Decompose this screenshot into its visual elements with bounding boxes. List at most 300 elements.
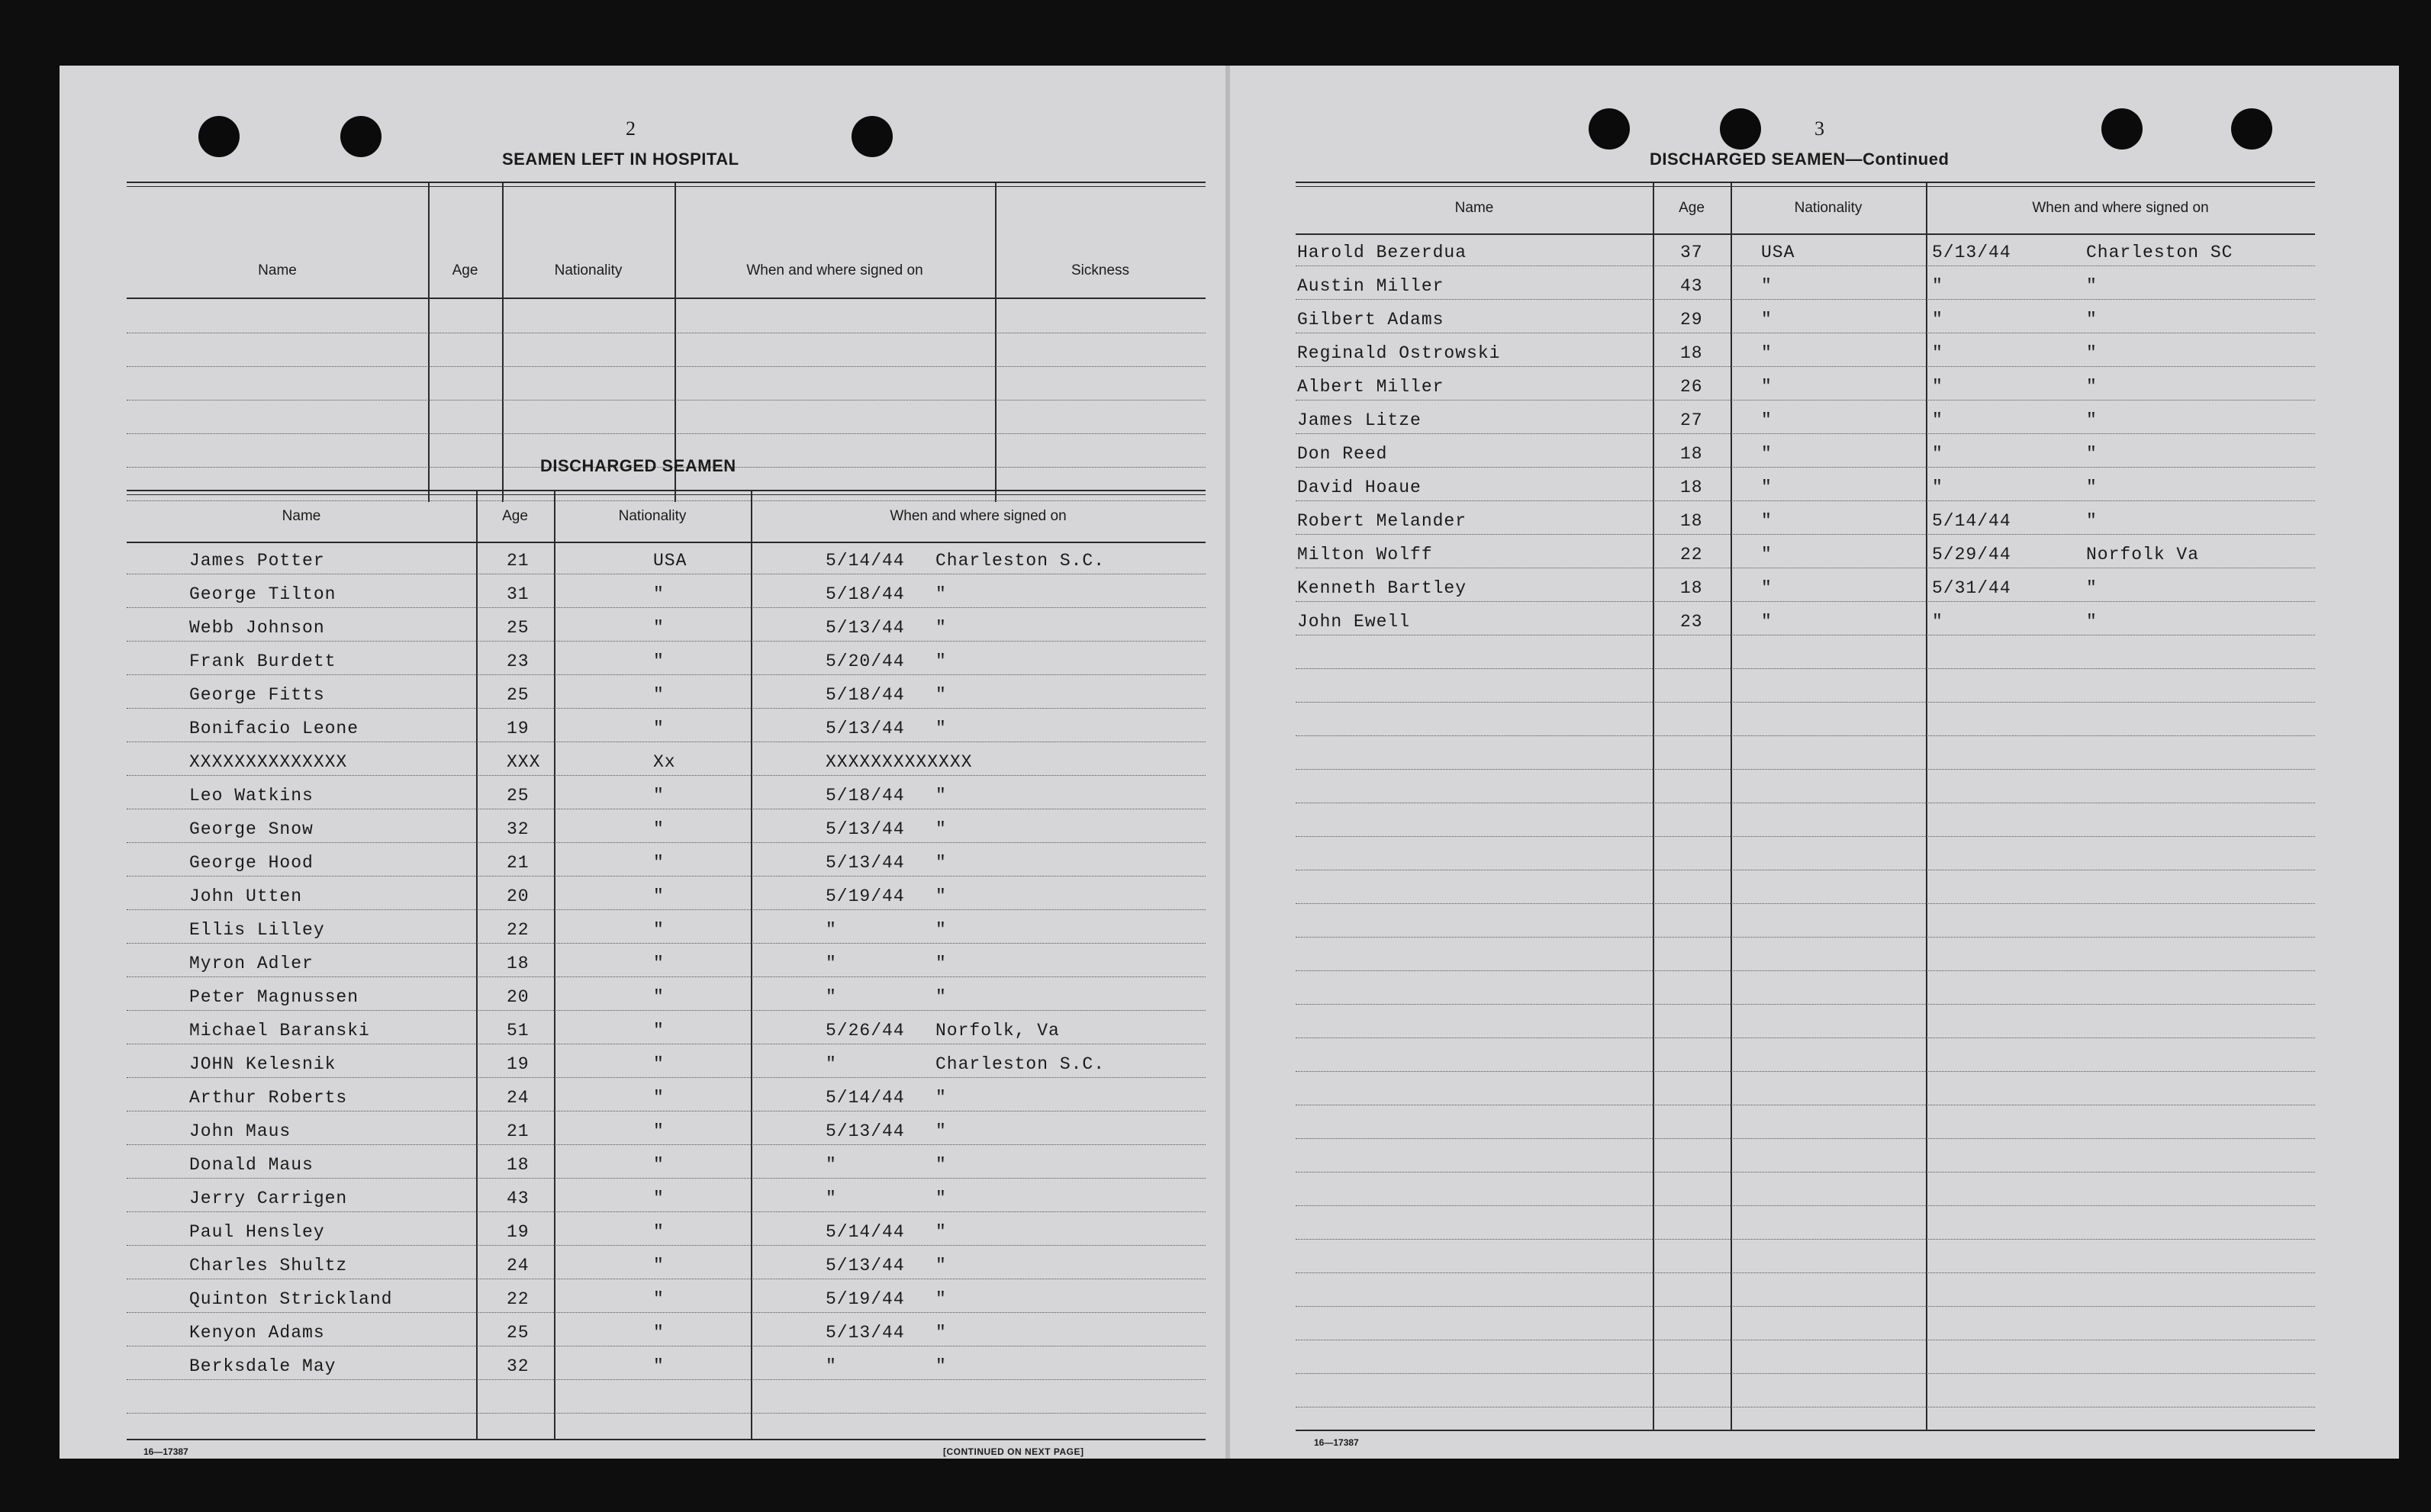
- column-header-nationality: Nationality: [554, 262, 623, 278]
- cell-name: Peter Magnussen: [189, 987, 359, 1007]
- cell-age: 27: [1680, 410, 1703, 430]
- row-rule: [1296, 769, 2315, 770]
- table-row: [127, 1146, 1206, 1179]
- row-rule: [1296, 903, 2315, 904]
- cell-age: 20: [507, 987, 530, 1007]
- cell-name: Myron Adler: [189, 954, 314, 973]
- table-row: [1296, 435, 2315, 468]
- cell-age: 32: [507, 1356, 530, 1376]
- cell-name: George Snow: [189, 819, 314, 839]
- row-rule: [1296, 970, 2315, 971]
- cell-name: Charles Shultz: [189, 1256, 348, 1276]
- row-rule: [1296, 534, 2315, 535]
- cell-place: ": [935, 1256, 947, 1276]
- table-row: [127, 1247, 1206, 1280]
- cell-date: ": [1932, 310, 1943, 330]
- cell-date: 5/14/44: [826, 1088, 905, 1108]
- cell-place: ": [935, 685, 947, 705]
- discharged-continued-table: [1296, 182, 2315, 1430]
- punch-hole: [2231, 108, 2272, 150]
- table-row: [127, 609, 1206, 642]
- hospital-table: [127, 182, 1206, 502]
- cell-age: 19: [507, 1222, 530, 1242]
- cell-name: Harold Bezerdua: [1297, 243, 1467, 262]
- cell-place: Charleston SC: [2086, 243, 2233, 262]
- cell-date: 5/14/44: [826, 1222, 905, 1242]
- cell-date: ": [1932, 343, 1943, 363]
- row-rule: [1296, 467, 2315, 468]
- cell-date: ": [1932, 612, 1943, 632]
- cell-place: Norfolk, Va: [935, 1021, 1060, 1041]
- cell-nationality: USA: [1761, 243, 1795, 262]
- cell-name: Kenneth Bartley: [1297, 578, 1467, 598]
- table-row: [127, 877, 1206, 911]
- cell-place: ": [935, 1356, 947, 1376]
- cell-place: ": [2086, 444, 2098, 464]
- cell-age: 18: [1680, 511, 1703, 531]
- cell-place: ": [2086, 310, 2098, 330]
- cell-place: ": [2086, 343, 2098, 363]
- cell-date: 5/18/44: [826, 584, 905, 604]
- column-header-signed-on: When and where signed on: [746, 262, 923, 278]
- column-header-nationality: Nationality: [1794, 200, 1863, 216]
- row-rule: [127, 909, 1206, 910]
- cell-nationality: ": [653, 1356, 665, 1376]
- cell-nationality: ": [1761, 578, 1773, 598]
- cell-name: Bonifacio Leone: [189, 719, 359, 738]
- row-rule: [127, 641, 1206, 642]
- cell-place: ": [935, 719, 947, 738]
- cell-age: 22: [1680, 545, 1703, 565]
- cell-age: 19: [507, 719, 530, 738]
- left-page: [60, 66, 1225, 1459]
- table-rule: [1296, 182, 2315, 183]
- cell-place: Charleston S.C.: [935, 1054, 1106, 1074]
- row-rule: [1296, 500, 2315, 501]
- column-header-name: Name: [1454, 200, 1494, 216]
- cell-age: 20: [507, 886, 530, 906]
- cell-place: ": [935, 1289, 947, 1309]
- column-header-age: Age: [1679, 200, 1705, 216]
- cell-nationality: ": [653, 618, 665, 638]
- cell-date: 5/13/44: [826, 819, 905, 839]
- cell-name: David Hoaue: [1297, 478, 1422, 497]
- row-rule: [127, 1379, 1206, 1380]
- row-rule: [1296, 1172, 2315, 1173]
- cell-age: 18: [507, 1155, 530, 1175]
- cell-date: ": [826, 1054, 837, 1074]
- cell-nationality: ": [653, 719, 665, 738]
- row-rule: [127, 1413, 1206, 1414]
- row-rule: [127, 1010, 1206, 1011]
- cell-age: 18: [507, 954, 530, 973]
- row-rule: [1296, 1272, 2315, 1273]
- table-row: [1296, 301, 2315, 334]
- cell-place: ": [2086, 478, 2098, 497]
- cell-place: ": [935, 1189, 947, 1208]
- cell-age: 51: [507, 1021, 530, 1041]
- cell-age: 18: [1680, 578, 1703, 598]
- cell-name: Ellis Lilley: [189, 920, 325, 940]
- cell-age: 31: [507, 584, 530, 604]
- row-rule: [127, 943, 1206, 944]
- cell-age: 25: [507, 1323, 530, 1343]
- cell-place: ": [2086, 511, 2098, 531]
- column-divider: [995, 182, 997, 502]
- cell-place: ": [935, 920, 947, 940]
- cell-place: ": [935, 786, 947, 806]
- cell-name: Paul Hensley: [189, 1222, 325, 1242]
- table-row: [1296, 569, 2315, 603]
- cell-date: 5/31/44: [1932, 578, 2011, 598]
- row-rule: [127, 607, 1206, 608]
- row-rule: [127, 1312, 1206, 1313]
- column-divider: [428, 182, 430, 502]
- cell-date: 5/13/44: [826, 618, 905, 638]
- cell-place: ": [935, 819, 947, 839]
- cell-date: 5/14/44: [1932, 511, 2011, 531]
- cell-nationality: ": [653, 651, 665, 671]
- table-row: [127, 1280, 1206, 1314]
- column-header-age: Age: [452, 262, 478, 278]
- table-rule: [127, 182, 1206, 183]
- row-rule: [127, 775, 1206, 776]
- cell-place: ": [935, 618, 947, 638]
- row-rule: [127, 1245, 1206, 1246]
- row-rule: [127, 708, 1206, 709]
- row-rule: [1296, 1205, 2315, 1206]
- table-row: [127, 1012, 1206, 1045]
- cell-name: Leo Watkins: [189, 786, 314, 806]
- cell-place: ": [935, 886, 947, 906]
- cell-age: 37: [1680, 243, 1703, 262]
- cell-nationality: ": [653, 987, 665, 1007]
- cell-name: XXXXXXXXXXXXXX: [189, 752, 348, 772]
- table-row: [127, 911, 1206, 944]
- table-rule: [127, 1439, 1206, 1440]
- cell-name: Don Reed: [1297, 444, 1388, 464]
- cell-place: ": [2086, 578, 2098, 598]
- table-row: [127, 1112, 1206, 1146]
- page-number: 3: [1814, 117, 1824, 140]
- row-rule: [1296, 400, 2315, 401]
- cell-place: ": [935, 1155, 947, 1175]
- cell-nationality: ": [653, 1323, 665, 1343]
- row-rule: [127, 674, 1206, 675]
- cell-nationality: ": [1761, 377, 1773, 397]
- cell-name: Austin Miller: [1297, 276, 1444, 296]
- table-rule: [1296, 186, 2315, 187]
- cell-nationality: ": [653, 954, 665, 973]
- row-rule: [1296, 735, 2315, 736]
- column-header-signed-on: When and where signed on: [890, 508, 1067, 524]
- cell-date: ": [826, 954, 837, 973]
- cell-age: 23: [1680, 612, 1703, 632]
- cell-place: Norfolk Va: [2086, 545, 2200, 565]
- cell-age: 18: [1680, 343, 1703, 363]
- cell-age: 25: [507, 786, 530, 806]
- cell-date: ": [826, 920, 837, 940]
- table-row: [1296, 267, 2315, 301]
- cell-nationality: ": [653, 786, 665, 806]
- cell-name: Frank Burdett: [189, 651, 336, 671]
- right-page: [1230, 66, 2399, 1459]
- row-rule: [127, 1178, 1206, 1179]
- cell-nationality: ": [1761, 545, 1773, 565]
- table-row: [1296, 368, 2315, 401]
- cell-age: 43: [1680, 276, 1703, 296]
- cell-name: Berksdale May: [189, 1356, 336, 1376]
- cell-date: 5/14/44: [826, 551, 905, 571]
- cell-name: George Fitts: [189, 685, 325, 705]
- cell-nationality: ": [1761, 478, 1773, 497]
- row-rule: [1296, 668, 2315, 669]
- table-row: [1296, 233, 2315, 267]
- cell-nationality: ": [653, 1088, 665, 1108]
- punch-hole: [1589, 108, 1630, 150]
- cell-date: ": [1932, 377, 1943, 397]
- discharged-table: [127, 490, 1206, 1439]
- cell-nationality: ": [1761, 310, 1773, 330]
- cell-place: ": [2086, 276, 2098, 296]
- table-rule: [127, 298, 1206, 299]
- cell-name: James Potter: [189, 551, 325, 571]
- cell-age: 18: [1680, 444, 1703, 464]
- cell-age: 24: [507, 1256, 530, 1276]
- cell-place: ": [935, 584, 947, 604]
- punch-hole: [2101, 108, 2143, 150]
- cell-name: George Hood: [189, 853, 314, 873]
- cell-date: 5/29/44: [1932, 545, 2011, 565]
- cell-age: XXX: [507, 752, 541, 772]
- cell-date: 5/13/44: [826, 719, 905, 738]
- row-rule: [127, 876, 1206, 877]
- column-header-age: Age: [502, 508, 528, 524]
- row-rule: [1296, 299, 2315, 300]
- row-rule: [127, 1144, 1206, 1145]
- cell-age: 23: [507, 651, 530, 671]
- form-number: 16—17387: [1314, 1437, 1359, 1448]
- cell-age: 29: [1680, 310, 1703, 330]
- cell-date: 5/19/44: [826, 1289, 905, 1309]
- column-header-nationality: Nationality: [618, 508, 687, 524]
- discharged-continued-title: [1650, 150, 1949, 169]
- row-rule: [1296, 433, 2315, 434]
- cell-nationality: ": [653, 1189, 665, 1208]
- table-rule: [1296, 1430, 2315, 1431]
- cell-age: 32: [507, 819, 530, 839]
- cell-place: Charleston S.C.: [935, 551, 1106, 571]
- title-suffix: —Continued: [1845, 150, 1950, 169]
- cell-place: ": [2086, 612, 2098, 632]
- cell-date: 5/13/44: [826, 1121, 905, 1141]
- cell-nationality: Xx: [653, 752, 676, 772]
- table-rule: [127, 494, 1206, 495]
- row-rule: [127, 976, 1206, 977]
- row-rule: [1296, 702, 2315, 703]
- cell-place: ": [935, 1088, 947, 1108]
- cell-name: Donald Maus: [189, 1155, 314, 1175]
- table-row: [1296, 401, 2315, 435]
- cell-nationality: ": [653, 1256, 665, 1276]
- table-row: [1296, 536, 2315, 569]
- table-rule: [127, 490, 1206, 491]
- cell-age: 25: [507, 618, 530, 638]
- cell-name: Jerry Carrigen: [189, 1189, 348, 1208]
- cell-age: 21: [507, 1121, 530, 1141]
- row-rule: [1296, 1037, 2315, 1038]
- cell-place: ": [2086, 410, 2098, 430]
- row-rule: [1296, 937, 2315, 938]
- cell-age: 22: [507, 1289, 530, 1309]
- column-header-name: Name: [282, 508, 321, 524]
- cell-place: ": [935, 987, 947, 1007]
- row-rule: [1296, 1239, 2315, 1240]
- form-number: 16—17387: [143, 1446, 188, 1457]
- table-row: [127, 1213, 1206, 1247]
- table-row: [127, 1079, 1206, 1112]
- table-row: [127, 844, 1206, 877]
- cell-date: ": [1932, 444, 1943, 464]
- cell-date: 5/20/44: [826, 651, 905, 671]
- row-rule: [127, 400, 1206, 401]
- cell-name: Webb Johnson: [189, 618, 325, 638]
- cell-name: Kenyon Adams: [189, 1323, 325, 1343]
- cell-place: ": [935, 1323, 947, 1343]
- row-rule: [1296, 1071, 2315, 1072]
- table-row: [1296, 468, 2315, 502]
- cell-date: 5/26/44: [826, 1021, 905, 1041]
- table-row: [127, 1045, 1206, 1079]
- cell-name: John Maus: [189, 1121, 291, 1141]
- table-row: [127, 575, 1206, 609]
- table-rule: [127, 186, 1206, 187]
- cell-nationality: ": [1761, 343, 1773, 363]
- cell-age: 26: [1680, 377, 1703, 397]
- cell-date: ": [1932, 410, 1943, 430]
- cell-name: Robert Melander: [1297, 511, 1467, 531]
- cell-date: 5/18/44: [826, 786, 905, 806]
- column-header-name: Name: [258, 262, 297, 278]
- cell-age: 21: [507, 551, 530, 571]
- cell-nationality: ": [653, 853, 665, 873]
- cell-nationality: ": [653, 819, 665, 839]
- table-row: [127, 777, 1206, 810]
- table-row: [1296, 502, 2315, 536]
- cell-nationality: ": [1761, 612, 1773, 632]
- table-row: [127, 1347, 1206, 1381]
- cell-name: John Utten: [189, 886, 303, 906]
- cell-place: ": [935, 853, 947, 873]
- cell-place: ": [2086, 377, 2098, 397]
- hospital-title: SEAMEN LEFT IN HOSPITAL: [502, 150, 739, 169]
- page-number: 2: [626, 117, 636, 140]
- cell-age: 43: [507, 1189, 530, 1208]
- row-rule: [127, 1211, 1206, 1212]
- cell-nationality: ": [1761, 410, 1773, 430]
- cell-name: Albert Miller: [1297, 377, 1444, 397]
- table-row: [127, 542, 1206, 575]
- cell-name: James Litze: [1297, 410, 1422, 430]
- cell-nationality: ": [1761, 511, 1773, 531]
- cell-age: 18: [1680, 478, 1703, 497]
- column-header-signed-on: When and where signed on: [2032, 200, 2209, 216]
- cell-nationality: ": [653, 584, 665, 604]
- punch-hole: [1720, 108, 1761, 150]
- discharged-title: DISCHARGED SEAMEN: [540, 456, 736, 475]
- row-rule: [127, 366, 1206, 367]
- cell-name: Milton Wolff: [1297, 545, 1433, 565]
- cell-date: ": [1932, 478, 1943, 497]
- row-rule: [1296, 601, 2315, 602]
- cell-date: 5/18/44: [826, 685, 905, 705]
- cell-age: 21: [507, 853, 530, 873]
- cell-date: 5/13/44: [826, 853, 905, 873]
- cell-nationality: ": [1761, 276, 1773, 296]
- cell-nationality: ": [653, 1289, 665, 1309]
- row-rule: [1296, 366, 2315, 367]
- row-rule: [1296, 1306, 2315, 1307]
- row-rule: [1296, 1004, 2315, 1005]
- row-rule: [1296, 265, 2315, 266]
- cell-age: 25: [507, 685, 530, 705]
- cell-date: ": [1932, 276, 1943, 296]
- cell-date: ": [826, 987, 837, 1007]
- row-rule: [1296, 1138, 2315, 1139]
- cell-nationality: ": [653, 685, 665, 705]
- cell-place: ": [935, 954, 947, 973]
- cell-age: 24: [507, 1088, 530, 1108]
- column-header-sickness: Sickness: [1071, 262, 1130, 278]
- cell-name: Gilbert Adams: [1297, 310, 1444, 330]
- table-row: [1296, 334, 2315, 368]
- cell-date: ": [826, 1189, 837, 1208]
- cell-nationality: ": [653, 1054, 665, 1074]
- title-text: DISCHARGED SEAMEN: [1650, 150, 1846, 169]
- cell-name: George Tilton: [189, 584, 336, 604]
- table-row: [127, 810, 1206, 844]
- row-rule: [127, 433, 1206, 434]
- table-row: [127, 709, 1206, 743]
- cell-place: ": [935, 651, 947, 671]
- table-row: [127, 1314, 1206, 1347]
- cell-nationality: ": [653, 1121, 665, 1141]
- table-row: [127, 676, 1206, 709]
- cell-nationality: ": [653, 1155, 665, 1175]
- cell-nationality: ": [653, 1021, 665, 1041]
- cell-date: 5/19/44: [826, 886, 905, 906]
- table-row: [127, 743, 1206, 777]
- cell-date: 5/13/44: [826, 1256, 905, 1276]
- cell-nationality: ": [653, 886, 665, 906]
- cell-name: Reginald Ostrowski: [1297, 343, 1501, 363]
- cell-age: 22: [507, 920, 530, 940]
- table-row: [127, 944, 1206, 978]
- cell-nationality: USA: [653, 551, 687, 571]
- row-rule: [127, 1077, 1206, 1078]
- punch-hole: [852, 116, 893, 157]
- punch-hole: [340, 116, 382, 157]
- cell-nationality: ": [1761, 444, 1773, 464]
- row-rule: [1296, 1373, 2315, 1374]
- cell-age: 19: [507, 1054, 530, 1074]
- table-row: [127, 1179, 1206, 1213]
- cell-date: ": [826, 1155, 837, 1175]
- table-row: [127, 978, 1206, 1012]
- punch-hole: [198, 116, 240, 157]
- cell-name: Quinton Strickland: [189, 1289, 393, 1309]
- cell-place: ": [935, 1121, 947, 1141]
